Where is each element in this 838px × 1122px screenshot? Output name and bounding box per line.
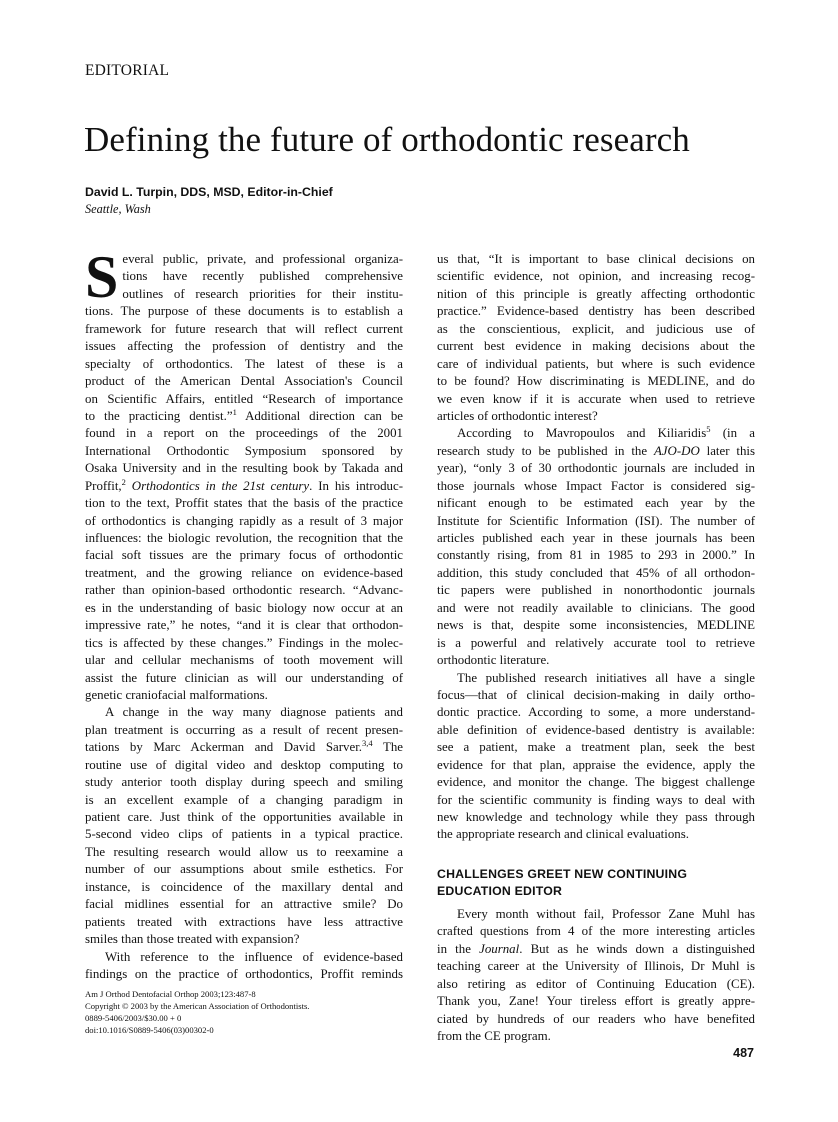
text-line: genetic craniofacial malformations. — [85, 687, 268, 702]
doi: doi:10.1016/S0889-5406(03)00302-0 — [85, 1025, 214, 1035]
text-line: product of the American Dental Association's Council — [85, 374, 403, 389]
text-fragment: to the practicing dentist.” — [85, 408, 233, 423]
text-line: year), “only 3 of 30 orthodontic journals are included in — [437, 461, 755, 476]
text-line: scientific evidence, not opinion, and increasing recog- — [437, 269, 755, 284]
text-line: is an excellent example of a changing paradigm in — [85, 792, 403, 807]
book-title: Orthodontics in the 21st century — [125, 478, 310, 493]
text-line: current best evidence in making decisions about the — [437, 339, 755, 354]
text-line — [85, 739, 403, 756]
page-number: 487 — [733, 1046, 754, 1060]
text-line: orthodontic literature. — [437, 653, 550, 668]
text-line: ular and cellular mechanisms of tooth movement will — [85, 653, 403, 668]
text-line: and were not readily available to clinicians. The good — [437, 600, 755, 615]
text-fragment: later this — [699, 443, 755, 458]
text-line: International Orthodontic Symposium sponsored by — [85, 443, 403, 458]
text-line: to be found? How discriminating is MEDLINE, and do — [437, 374, 755, 389]
author-affiliation: Seattle, Wash — [85, 202, 151, 216]
text-line: new knowledge and technology while they pass through — [437, 810, 755, 824]
text-fragment: in the — [437, 941, 480, 956]
text-line: es in the understanding of basic biology now occur at an — [85, 600, 403, 615]
right-column — [437, 251, 755, 1045]
text-fragment: . But as he winds down a distinguished — [519, 941, 755, 956]
text-line: is a powerful and relatively accurate tool to retrieve — [437, 635, 755, 650]
issn-price: 0889-5406/2003/$30.00 + 0 — [85, 1013, 182, 1023]
text-line: study anterior tooth display during speech and smiling — [85, 775, 403, 790]
reference-superscript: 2 — [121, 476, 126, 487]
text-fragment: Additional direction can be — [236, 408, 403, 423]
text-line: evidence, and monitor the change. The biggest challenge — [437, 775, 755, 790]
reference-superscript: 3,4 — [362, 738, 373, 749]
text-fragment: According to Mavropoulos and Kiliaridis — [457, 426, 707, 441]
text-fragment: tations by Marc Ackerman and David Sarver. — [85, 740, 363, 755]
text-line: findings on the practice of orthodontics, Proffit reminds — [85, 966, 403, 981]
text-line: specialty of orthodontics. The latest of these is a — [85, 356, 403, 371]
text-line — [437, 443, 755, 460]
text-line: news is that, despite some inconsistencies, MEDLINE — [437, 618, 755, 633]
text-line: dontic practice. According to some, a more understand- — [437, 705, 755, 720]
reference-superscript: 1 — [232, 406, 237, 417]
text-line: facial soft tissues are the primary focus of orthodontic — [85, 548, 403, 563]
text-line: issues affecting the profession of dentistry and the — [85, 339, 403, 354]
text-line: crafted questions from 4 of the more interesting articles — [437, 924, 755, 939]
text-line: tion to the text, Proffit states that the basis of the practice — [85, 496, 403, 511]
text-line: articles of orthodontic interest? — [437, 408, 598, 423]
text-line: smiles than those treated with expansion? — [85, 932, 300, 947]
text-line: we even know if it is accurate when used to retrieve — [437, 391, 755, 406]
text-line: Institute for Scientific Information (ISI). The number of — [437, 513, 755, 528]
article-title: Defining the future of orthodontic research — [84, 120, 690, 159]
text-line: of orthodontics is changing rapidly as a result of 3 major — [85, 513, 403, 528]
author-byline: David L. Turpin, DDS, MSD, Editor-in-Chief — [85, 185, 333, 199]
text-line: Osaka University and in the resulting book by Takada and — [85, 461, 403, 476]
text-line: found in a report on the proceedings of the 2001 — [85, 426, 403, 441]
journal-citation: Am J Orthod Dentofacial Orthop 2003;123:487-8 — [85, 989, 256, 999]
section-label: EDITORIAL — [85, 62, 170, 79]
citation-footer — [85, 988, 309, 1036]
text-line: outlines of research priorities for their institu- — [122, 286, 403, 301]
text-line: the appropriate research and clinical evaluations. — [437, 827, 689, 842]
text-line: Thank you, Zane! Your tireless effort is greatly appre- — [437, 994, 755, 1009]
text-line: framework for future research that will reflect current — [85, 321, 403, 336]
journal-abbrev: AJO-DO — [653, 443, 700, 458]
text-line: articles published each year in these journals has been — [437, 531, 755, 545]
text-line: instance, is coincidence of the maxillary dental and — [85, 879, 403, 894]
text-line: tions. The purpose of these documents is to establish a — [85, 304, 403, 319]
text-line: on Scientific Affairs, entitled “Research of importance — [85, 391, 403, 406]
text-line: assist the future clinician as will our understanding of — [85, 670, 403, 685]
text-fragment: The — [372, 740, 403, 755]
text-line — [437, 425, 755, 442]
section-heading-line: CHALLENGES GREET NEW CONTINUING — [437, 866, 688, 881]
section-heading — [437, 866, 755, 900]
reference-superscript: 5 — [706, 424, 711, 435]
journal-name: Journal — [479, 941, 520, 956]
text-line: Every month without fail, Professor Zane Muhl has — [457, 906, 755, 921]
text-line: ciated by hundreds of our readers who have benefited — [437, 1011, 755, 1026]
text-line: care of individual patients, but where is such evidence — [437, 356, 755, 371]
text-line: impressive rate,” he notes, “and it is clear that orthodon- — [85, 618, 403, 633]
text-fragment: (in a — [710, 426, 755, 441]
text-line: nificant enough to be estimated each year by the — [437, 496, 755, 511]
text-line — [85, 408, 403, 425]
text-line: plan treatment is occurring as a result of recent presen- — [85, 722, 403, 737]
text-line: evidence for that plan, appraise the evidence, apply the — [437, 757, 755, 772]
paragraph — [437, 906, 755, 1046]
text-line: nition of this principle is greatly affecting orthodontic — [437, 286, 755, 301]
text-fragment: Proffit, — [85, 478, 122, 493]
text-line: The published research initiatives all have a single — [457, 670, 755, 685]
drop-cap: S — [85, 244, 119, 310]
text-line: everal public, private, and professional organiza- — [122, 252, 403, 266]
left-column — [85, 244, 403, 983]
text-line: patient care. Just think of the opportunities available in — [85, 810, 403, 824]
text-line: those journals whose Impact Factor is considered sig- — [437, 478, 755, 493]
text-line: addition, this study concluded that 45% of all orthodon- — [437, 565, 755, 580]
text-line: for the scientific community is finding ways to deal with — [437, 792, 755, 807]
text-line: teaching career at the University of Illinois, Dr Muhl is — [437, 959, 755, 974]
text-line — [437, 941, 755, 958]
text-line: facial midlines essential for an attractive smile? Do — [85, 897, 403, 912]
text-line: tions have recently published comprehensive — [122, 269, 403, 284]
text-line: us that, “It is important to base clinical decisions on — [437, 252, 755, 266]
text-line: treatment, and the growing reliance on evidence-based — [85, 565, 403, 580]
text-line: also retiring as editor of Continuing Education (CE). — [437, 976, 755, 991]
text-line: 5-second video clips of patients in a typical practice. — [85, 827, 403, 842]
text-line: routine use of digital video and desktop computing to — [85, 757, 403, 772]
text-line: patients treated with extractions have less attractive — [85, 914, 403, 929]
text-line — [85, 478, 403, 495]
text-line: The resulting research would allow us to reexamine a — [85, 844, 403, 859]
text-line: A change in the way many diagnose patients and — [105, 705, 403, 720]
text-line: from the CE program. — [437, 1028, 551, 1043]
text-line: tic papers were published in nonorthodontic journals — [437, 583, 755, 598]
text-line: influences: the biologic revolution, the recognition that the — [85, 531, 403, 545]
text-line: able definition of evidence-based dentistry is available: — [437, 722, 755, 737]
text-line: number of our assumptions about smile esthetics. For — [85, 862, 403, 877]
text-line: With reference to the influence of evidence-based — [105, 949, 403, 964]
text-line: focus—that of clinical decision-making in daily ortho- — [437, 687, 755, 702]
text-line: as the conscientious, explicit, and judicious use of — [437, 321, 755, 336]
copyright-notice: Copyright © 2003 by the American Association of Orthodontists. — [85, 1001, 310, 1011]
section-heading-line: EDUCATION EDITOR — [437, 883, 563, 898]
text-line: practice.” Evidence-based dentistry has been described — [437, 304, 755, 319]
text-line: rather than opinion-based orthodontic research. “Advanc- — [85, 583, 403, 598]
text-fragment: research study to be published in the — [437, 443, 654, 458]
text-line: tics is affected by these changes.” Findings in the molec- — [85, 635, 403, 650]
text-line: see a patient, make a treatment plan, seek the best — [437, 740, 755, 755]
text-fragment: . In his introduc- — [309, 478, 403, 493]
text-line: constantly rising, from 81 in 1985 to 293 in 2000.” In — [437, 548, 755, 563]
